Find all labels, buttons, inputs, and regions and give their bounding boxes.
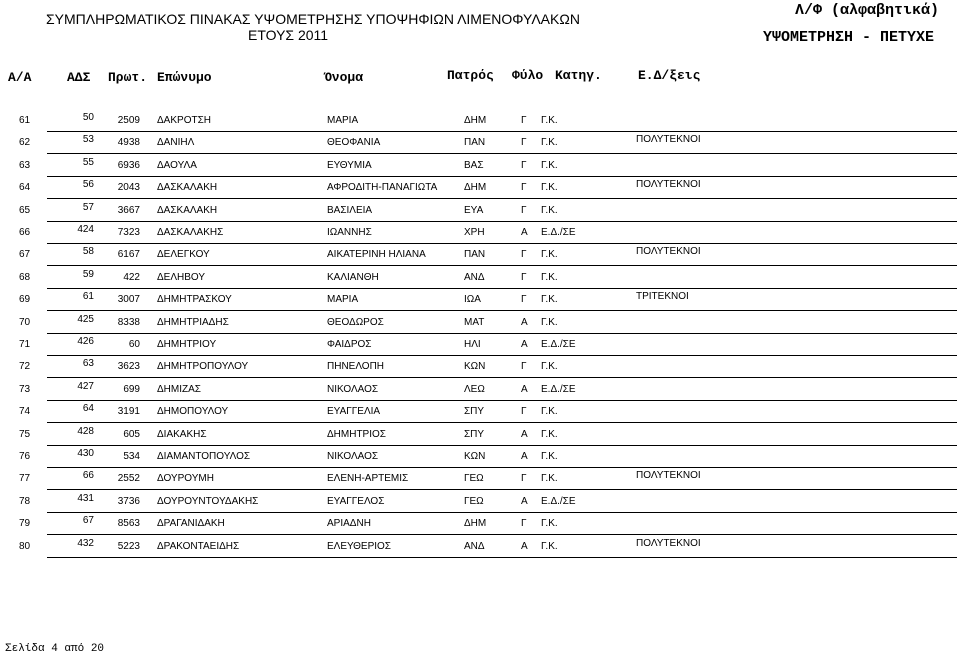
cell-father: ΕΥΑ [464, 204, 484, 216]
cell-father: ΣΠΥ [464, 406, 485, 418]
row-divider [47, 422, 957, 423]
cell-ads: 427 [77, 380, 94, 392]
cell-aa: 74 [19, 406, 31, 418]
cell-surname: ΔΗΜΙΖΑΣ [157, 383, 201, 395]
row-divider [47, 333, 957, 334]
cell-ads: 59 [82, 268, 94, 280]
cell-aa: 80 [19, 540, 31, 552]
cell-name: ΦΑΙΔΡΟΣ [327, 339, 372, 350]
cell-sex: Γ [521, 204, 527, 216]
column-header-category: Κατηγ. [555, 68, 602, 83]
cell-sex: Γ [521, 518, 527, 530]
cell-aa: 64 [19, 182, 31, 194]
cell-surname: ΔΑΝΙΗΛ [157, 137, 195, 149]
cell-prot: 699 [123, 383, 140, 395]
cell-name: ΔΗΜΗΤΡΙΟΣ [327, 428, 386, 440]
cell-sex: Γ [521, 159, 527, 171]
cell-ads: 55 [82, 156, 94, 168]
cell-ads: 50 [82, 112, 94, 123]
row-divider [47, 467, 957, 468]
row-divider [47, 198, 957, 199]
cell-name: ΑΦΡΟΔΙΤΗ-ΠΑΝΑΓΙΩΤΑ [327, 182, 438, 194]
cell-sex: Α [521, 495, 528, 507]
cell-category: Γ.Κ. [541, 271, 558, 283]
cell-name: ΑΡΙΑΔΝΗ [327, 518, 371, 530]
cell-father: ΗΛΙ [464, 339, 481, 350]
cell-category: Γ.Κ. [541, 451, 558, 462]
document-title: ΣΥΜΠΛΗΡΩΜΑΤΙΚΟΣ ΠΙΝΑΚΑΣ ΥΨΟΜΕΤΡΗΣΗΣ ΥΠΟΨΗΦΙΩΝ ΛΙΜΕΝΟΦΥΛΑΚΩΝ [46, 11, 580, 27]
table-row [0, 404, 960, 426]
cell-name: ΘΕΟΦΑΝΙΑ [327, 137, 381, 149]
column-header-sex: Φύλο [512, 68, 544, 83]
cell-prot: 3736 [117, 495, 140, 507]
cell-name: ΙΩΑΝΝΗΣ [327, 227, 372, 238]
cell-ads: 63 [82, 358, 94, 370]
cell-aa: 72 [19, 361, 31, 373]
cell-prot: 2509 [117, 115, 140, 126]
cell-name: ΜΑΡΙΑ [327, 115, 359, 126]
row-divider [47, 400, 957, 401]
cell-category: Ε.Δ./ΣΕ [541, 495, 576, 507]
cell-father: ΠΑΝ [464, 249, 486, 261]
cell-surname: ΔΟΥΡΟΥΝΤΟΥΔΑΚΗΣ [157, 495, 259, 507]
column-header-prot: Πρωτ. [108, 70, 148, 85]
cell-aa: 61 [19, 115, 31, 126]
document-year: ΕΤΟΥΣ 2011 [248, 27, 329, 43]
cell-ads: 64 [82, 403, 94, 415]
cell-name: ΝΙΚΟΛΑΟΣ [327, 451, 379, 462]
cell-father: ΑΝΔ [464, 540, 485, 552]
table-row [0, 270, 960, 292]
cell-category: Γ.Κ. [541, 204, 558, 216]
cell-aa: 73 [19, 383, 31, 395]
row-divider [47, 288, 957, 289]
cell-father: ΓΕΩ [464, 495, 484, 507]
table-row [0, 315, 960, 337]
cell-aa: 75 [19, 428, 31, 440]
cell-category: Γ.Κ. [541, 540, 558, 552]
column-header-ads: ΑΔΣ [67, 70, 91, 85]
cell-sex: Γ [521, 182, 527, 194]
cell-sex: Α [521, 316, 528, 328]
cell-father: ΧΡΗ [464, 227, 485, 238]
cell-name: ΜΑΡΙΑ [327, 294, 359, 306]
table-row [0, 180, 960, 202]
cell-father: ΔΗΜ [464, 518, 487, 530]
row-divider [47, 265, 957, 266]
cell-category: Γ.Κ. [541, 249, 558, 261]
cell-aa: 79 [19, 518, 31, 530]
cell-father: ΣΠΥ [464, 428, 485, 440]
cell-surname: ΔΑΟΥΛΑ [157, 159, 197, 171]
cell-father: ΚΩΝ [464, 361, 486, 373]
cell-surname: ΔΗΜΗΤΡΟΠΟΥΛΟΥ [157, 361, 249, 373]
cell-aa: 65 [19, 204, 31, 216]
cell-prot: 4938 [117, 137, 140, 149]
cell-sex: Γ [521, 115, 527, 126]
cell-aa: 68 [19, 271, 31, 283]
cell-name: ΕΛΕΥΘΕΡΙΟΣ [327, 540, 391, 552]
row-divider [47, 377, 957, 378]
cell-prot: 422 [123, 271, 140, 283]
cell-sex: Α [521, 451, 528, 462]
cell-father: ΔΗΜ [464, 182, 487, 194]
cell-aa: 76 [19, 451, 31, 462]
cell-ads: 428 [77, 425, 94, 437]
cell-ads: 426 [77, 336, 94, 347]
table-row [0, 539, 960, 561]
cell-prot: 6936 [117, 159, 140, 171]
cell-ads: 53 [82, 134, 94, 146]
cell-aa: 77 [19, 473, 31, 485]
cell-sex: Γ [521, 294, 527, 306]
cell-ads: 56 [82, 179, 94, 191]
cell-sex: Γ [521, 406, 527, 418]
cell-sex: Γ [521, 249, 527, 261]
row-divider [47, 153, 957, 154]
cell-sex: Γ [521, 473, 527, 485]
cell-category: Ε.Δ./ΣΕ [541, 383, 576, 395]
cell-prot: 2043 [117, 182, 140, 194]
cell-extra: ΠΟΛΥΤΕΚΝΟΙ [636, 537, 701, 549]
table-row [0, 516, 960, 538]
cell-category: Ε.Δ./ΣΕ [541, 227, 576, 238]
table-row [0, 337, 960, 359]
cell-category: Γ.Κ. [541, 115, 558, 126]
cell-sex: Α [521, 540, 528, 552]
cell-surname: ΔΑΚΡΟΤΣΗ [157, 115, 211, 126]
cell-sex: Γ [521, 271, 527, 283]
row-divider [47, 131, 957, 132]
cell-father: ΑΝΔ [464, 271, 485, 283]
cell-surname: ΔΙΑΜΑΝΤΟΠΟΥΛΟΣ [157, 451, 251, 462]
cell-surname: ΔΗΜΗΤΡΑΣΚΟΥ [157, 294, 232, 306]
cell-ads: 67 [82, 515, 94, 527]
cell-aa: 78 [19, 495, 31, 507]
row-divider [47, 243, 957, 244]
cell-father: ΓΕΩ [464, 473, 484, 485]
cell-category: Γ.Κ. [541, 518, 558, 530]
cell-name: ΒΑΣΙΛΕΙΑ [327, 204, 373, 216]
table-row [0, 292, 960, 314]
column-header-extra: Ε.Δ/ξεις [638, 68, 701, 83]
cell-surname: ΔΡΑΚΟΝΤΑΕΙΔΗΣ [157, 540, 240, 552]
cell-father: ΚΩΝ [464, 451, 486, 462]
table-row [0, 203, 960, 225]
row-divider [47, 512, 957, 513]
cell-prot: 6167 [117, 249, 140, 261]
cell-sex: Γ [521, 361, 527, 373]
cell-ads: 430 [77, 448, 94, 459]
table-row [0, 494, 960, 516]
cell-surname: ΔΟΥΡΟΥΜΗ [157, 473, 214, 485]
row-divider [47, 355, 957, 356]
cell-name: ΝΙΚΟΛΑΟΣ [327, 383, 379, 395]
cell-aa: 71 [19, 339, 31, 350]
cell-name: ΕΥΘΥΜΙΑ [327, 159, 372, 171]
table-row [0, 359, 960, 381]
table-row [0, 449, 960, 471]
cell-prot: 3623 [117, 361, 140, 373]
row-divider [47, 489, 957, 490]
row-divider [47, 557, 957, 558]
cell-ads: 432 [77, 537, 94, 549]
cell-father: ΔΗΜ [464, 115, 487, 126]
cell-surname: ΔΑΣΚΑΛΑΚΗ [157, 204, 218, 216]
cell-father: ΛΕΩ [464, 383, 485, 395]
cell-extra: ΤΡΙΤΕΚΝΟΙ [636, 291, 689, 303]
cell-prot: 5223 [117, 540, 140, 552]
cell-ads: 424 [77, 224, 94, 235]
cell-prot: 8563 [117, 518, 140, 530]
cell-ads: 61 [82, 291, 94, 303]
cell-name: ΕΥΑΓΓΕΛΙΑ [327, 406, 381, 418]
cell-name: ΘΕΟΔΩΡΟΣ [327, 316, 384, 328]
cell-father: ΜΑΤ [464, 316, 485, 328]
cell-surname: ΔΙΑΚΑΚΗΣ [157, 428, 207, 440]
cell-extra: ΠΟΛΥΤΕΚΝΟΙ [636, 134, 701, 146]
cell-surname: ΔΗΜΗΤΡΙΟΥ [157, 339, 217, 350]
result-heading: ΥΨΟΜΕΤΡΗΣΗ - ΠΕΤΥΧΕ [763, 29, 935, 46]
cell-name: ΚΑΛΙΑΝΘΗ [327, 271, 379, 283]
cell-name: ΠΗΝΕΛΟΠΗ [327, 361, 385, 373]
cell-aa: 70 [19, 316, 31, 328]
cell-category: Γ.Κ. [541, 316, 558, 328]
cell-category: Γ.Κ. [541, 294, 558, 306]
cell-father: ΒΑΣ [464, 159, 484, 171]
cell-father: ΙΩΑ [464, 294, 481, 306]
cell-name: ΑΙΚΑΤΕΡΙΝΗ ΗΛΙΑΝΑ [327, 249, 426, 261]
column-header-aa: Α/Α [8, 70, 32, 85]
cell-aa: 62 [19, 137, 31, 149]
cell-prot: 60 [128, 339, 140, 350]
cell-surname: ΔΗΜΗΤΡΙΑΔΗΣ [157, 316, 229, 328]
cell-name: ΕΛΕΝΗ-ΑΡΤΕΜΙΣ [327, 473, 409, 485]
table-row [0, 471, 960, 493]
table-row [0, 113, 960, 135]
cell-sex: Γ [521, 137, 527, 149]
table-row [0, 158, 960, 180]
row-divider [47, 221, 957, 222]
cell-aa: 67 [19, 249, 31, 261]
cell-prot: 2552 [117, 473, 140, 485]
cell-category: Γ.Κ. [541, 473, 558, 485]
row-divider [47, 176, 957, 177]
cell-category: Γ.Κ. [541, 406, 558, 418]
cell-ads: 57 [82, 201, 94, 213]
cell-surname: ΔΑΣΚΑΛΑΚΗ [157, 182, 218, 194]
cell-ads: 431 [77, 492, 94, 504]
cell-aa: 63 [19, 159, 31, 171]
cell-prot: 3191 [117, 406, 140, 418]
cell-father: ΠΑΝ [464, 137, 486, 149]
table-row [0, 382, 960, 404]
cell-category: Γ.Κ. [541, 182, 558, 194]
cell-surname: ΔΑΣΚΑΛΑΚΗΣ [157, 227, 224, 238]
cell-sex: Α [521, 339, 528, 350]
column-header-father: Πατρός [447, 68, 494, 83]
cell-category: Ε.Δ./ΣΕ [541, 339, 576, 350]
cell-surname: ΔΡΑΓΑΝΙΔΑΚΗ [157, 518, 225, 530]
cell-aa: 66 [19, 227, 31, 238]
cell-category: Γ.Κ. [541, 137, 558, 149]
cell-prot: 534 [123, 451, 140, 462]
row-divider [47, 445, 957, 446]
page-number: Σελίδα 4 από 20 [5, 643, 105, 655]
cell-sex: Α [521, 428, 528, 440]
cell-extra: ΠΟΛΥΤΕΚΝΟΙ [636, 470, 701, 482]
cell-surname: ΔΕΛΕΓΚΟΥ [157, 249, 210, 261]
cell-sex: Α [521, 227, 528, 238]
cell-prot: 3007 [117, 294, 140, 306]
cell-prot: 3667 [117, 204, 140, 216]
cell-surname: ΔΕΛΗΒΟΥ [157, 271, 206, 283]
column-header-name: Όνομα [324, 70, 364, 85]
cell-category: Γ.Κ. [541, 361, 558, 373]
cell-prot: 605 [123, 428, 140, 440]
cell-prot: 7323 [117, 227, 140, 238]
cell-name: ΕΥΑΓΓΕΛΟΣ [327, 495, 385, 507]
cell-surname: ΔΗΜΟΠΟΥΛΟΥ [157, 406, 229, 418]
table-row [0, 247, 960, 269]
cell-ads: 425 [77, 313, 94, 325]
table-row [0, 427, 960, 449]
table-row [0, 135, 960, 157]
column-header-surname: Επώνυμο [157, 70, 212, 85]
cell-extra: ΠΟΛΥΤΕΚΝΟΙ [636, 246, 701, 258]
row-divider [47, 534, 957, 535]
row-divider [47, 310, 957, 311]
cell-category: Γ.Κ. [541, 159, 558, 171]
sort-note: Λ/Φ (αλφαβητικά) [795, 2, 940, 19]
cell-ads: 66 [82, 470, 94, 482]
table-row [0, 225, 960, 247]
cell-category: Γ.Κ. [541, 428, 558, 440]
cell-aa: 69 [19, 294, 31, 306]
cell-extra: ΠΟΛΥΤΕΚΝΟΙ [636, 179, 701, 191]
cell-ads: 58 [82, 246, 94, 258]
cell-prot: 8338 [117, 316, 140, 328]
cell-sex: Α [521, 383, 528, 395]
